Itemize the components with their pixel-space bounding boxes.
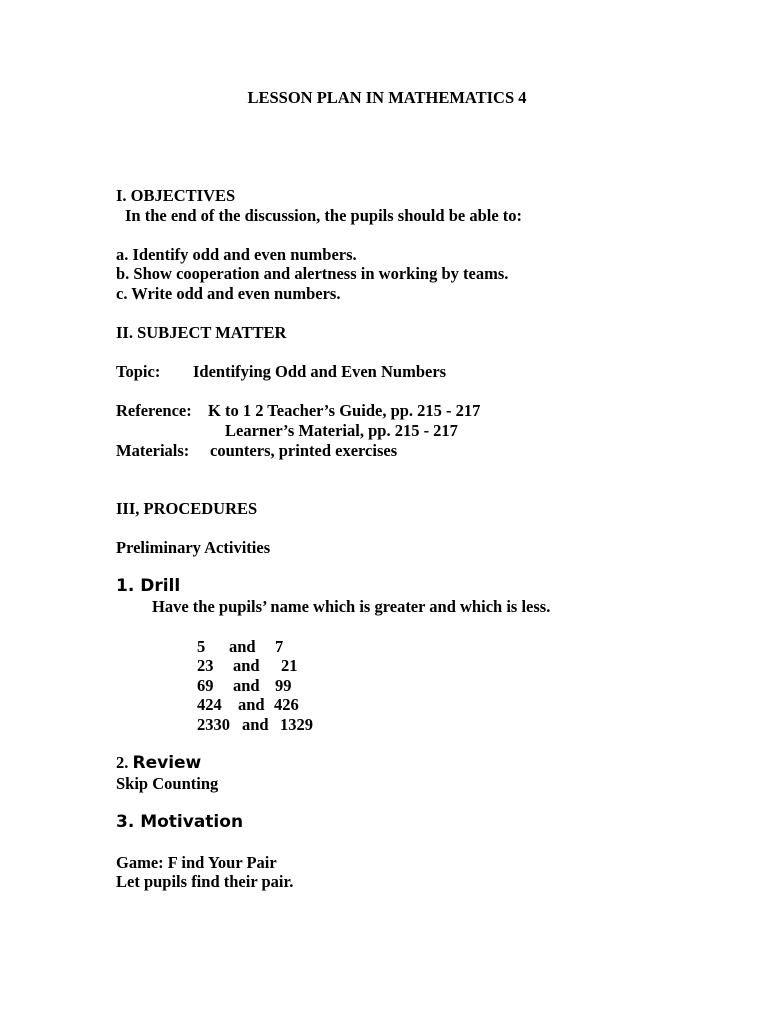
document-title: LESSON PLAN IN MATHEMATICS 4 (247, 88, 527, 107)
topic-label: Topic: (116, 362, 161, 381)
review-heading: Review (132, 753, 202, 773)
review-number: 2. (116, 753, 129, 772)
procedures-heading: III, PROCEDURES (116, 499, 258, 518)
motivation-heading: 3. Motivation (116, 812, 244, 832)
motivation-game: Game: F ind Your Pair (116, 853, 277, 872)
reference-line (116, 401, 480, 421)
drill-pair: 69 and 99 (197, 676, 292, 695)
preliminary-activities: Preliminary Activities (116, 538, 271, 557)
reference-label: Reference: (116, 401, 192, 420)
objectives-intro: In the end of the discussion, the pupils should be able to: (125, 206, 523, 225)
reference-value: K to 1 2 Teacher’s Guide, pp. 215 - 217 (208, 401, 481, 420)
objective-item: c. Write odd and even numbers. (116, 284, 341, 303)
objective-item: b. Show cooperation and alertness in working by teams. (116, 264, 509, 283)
drill-instruction: Have the pupils’ name which is greater and which is less. (152, 597, 551, 616)
reference-value-2: Learner’s Material, pp. 215 - 217 (225, 421, 458, 440)
motivation-text: Let pupils find their pair. (116, 872, 294, 891)
drill-heading: 1. Drill (116, 576, 181, 596)
materials-line (116, 441, 397, 461)
topic-value: Identifying Odd and Even Numbers (193, 362, 447, 381)
materials-value: counters, printed exercises (210, 441, 398, 460)
review-text: Skip Counting (116, 774, 219, 793)
drill-pair: 424 and 426 (197, 695, 299, 714)
drill-pair: 2330 and 1329 (197, 715, 313, 734)
review-heading-line (116, 753, 201, 773)
subject-matter-heading: II. SUBJECT MATTER (116, 323, 287, 342)
drill-pair: 23 and 21 (197, 656, 298, 675)
objective-item: a. Identify odd and even numbers. (116, 245, 357, 264)
materials-label: Materials: (116, 441, 190, 460)
topic-line (116, 362, 446, 382)
drill-pair: 5 and 7 (197, 637, 284, 656)
objectives-heading: I. OBJECTIVES (116, 186, 236, 205)
